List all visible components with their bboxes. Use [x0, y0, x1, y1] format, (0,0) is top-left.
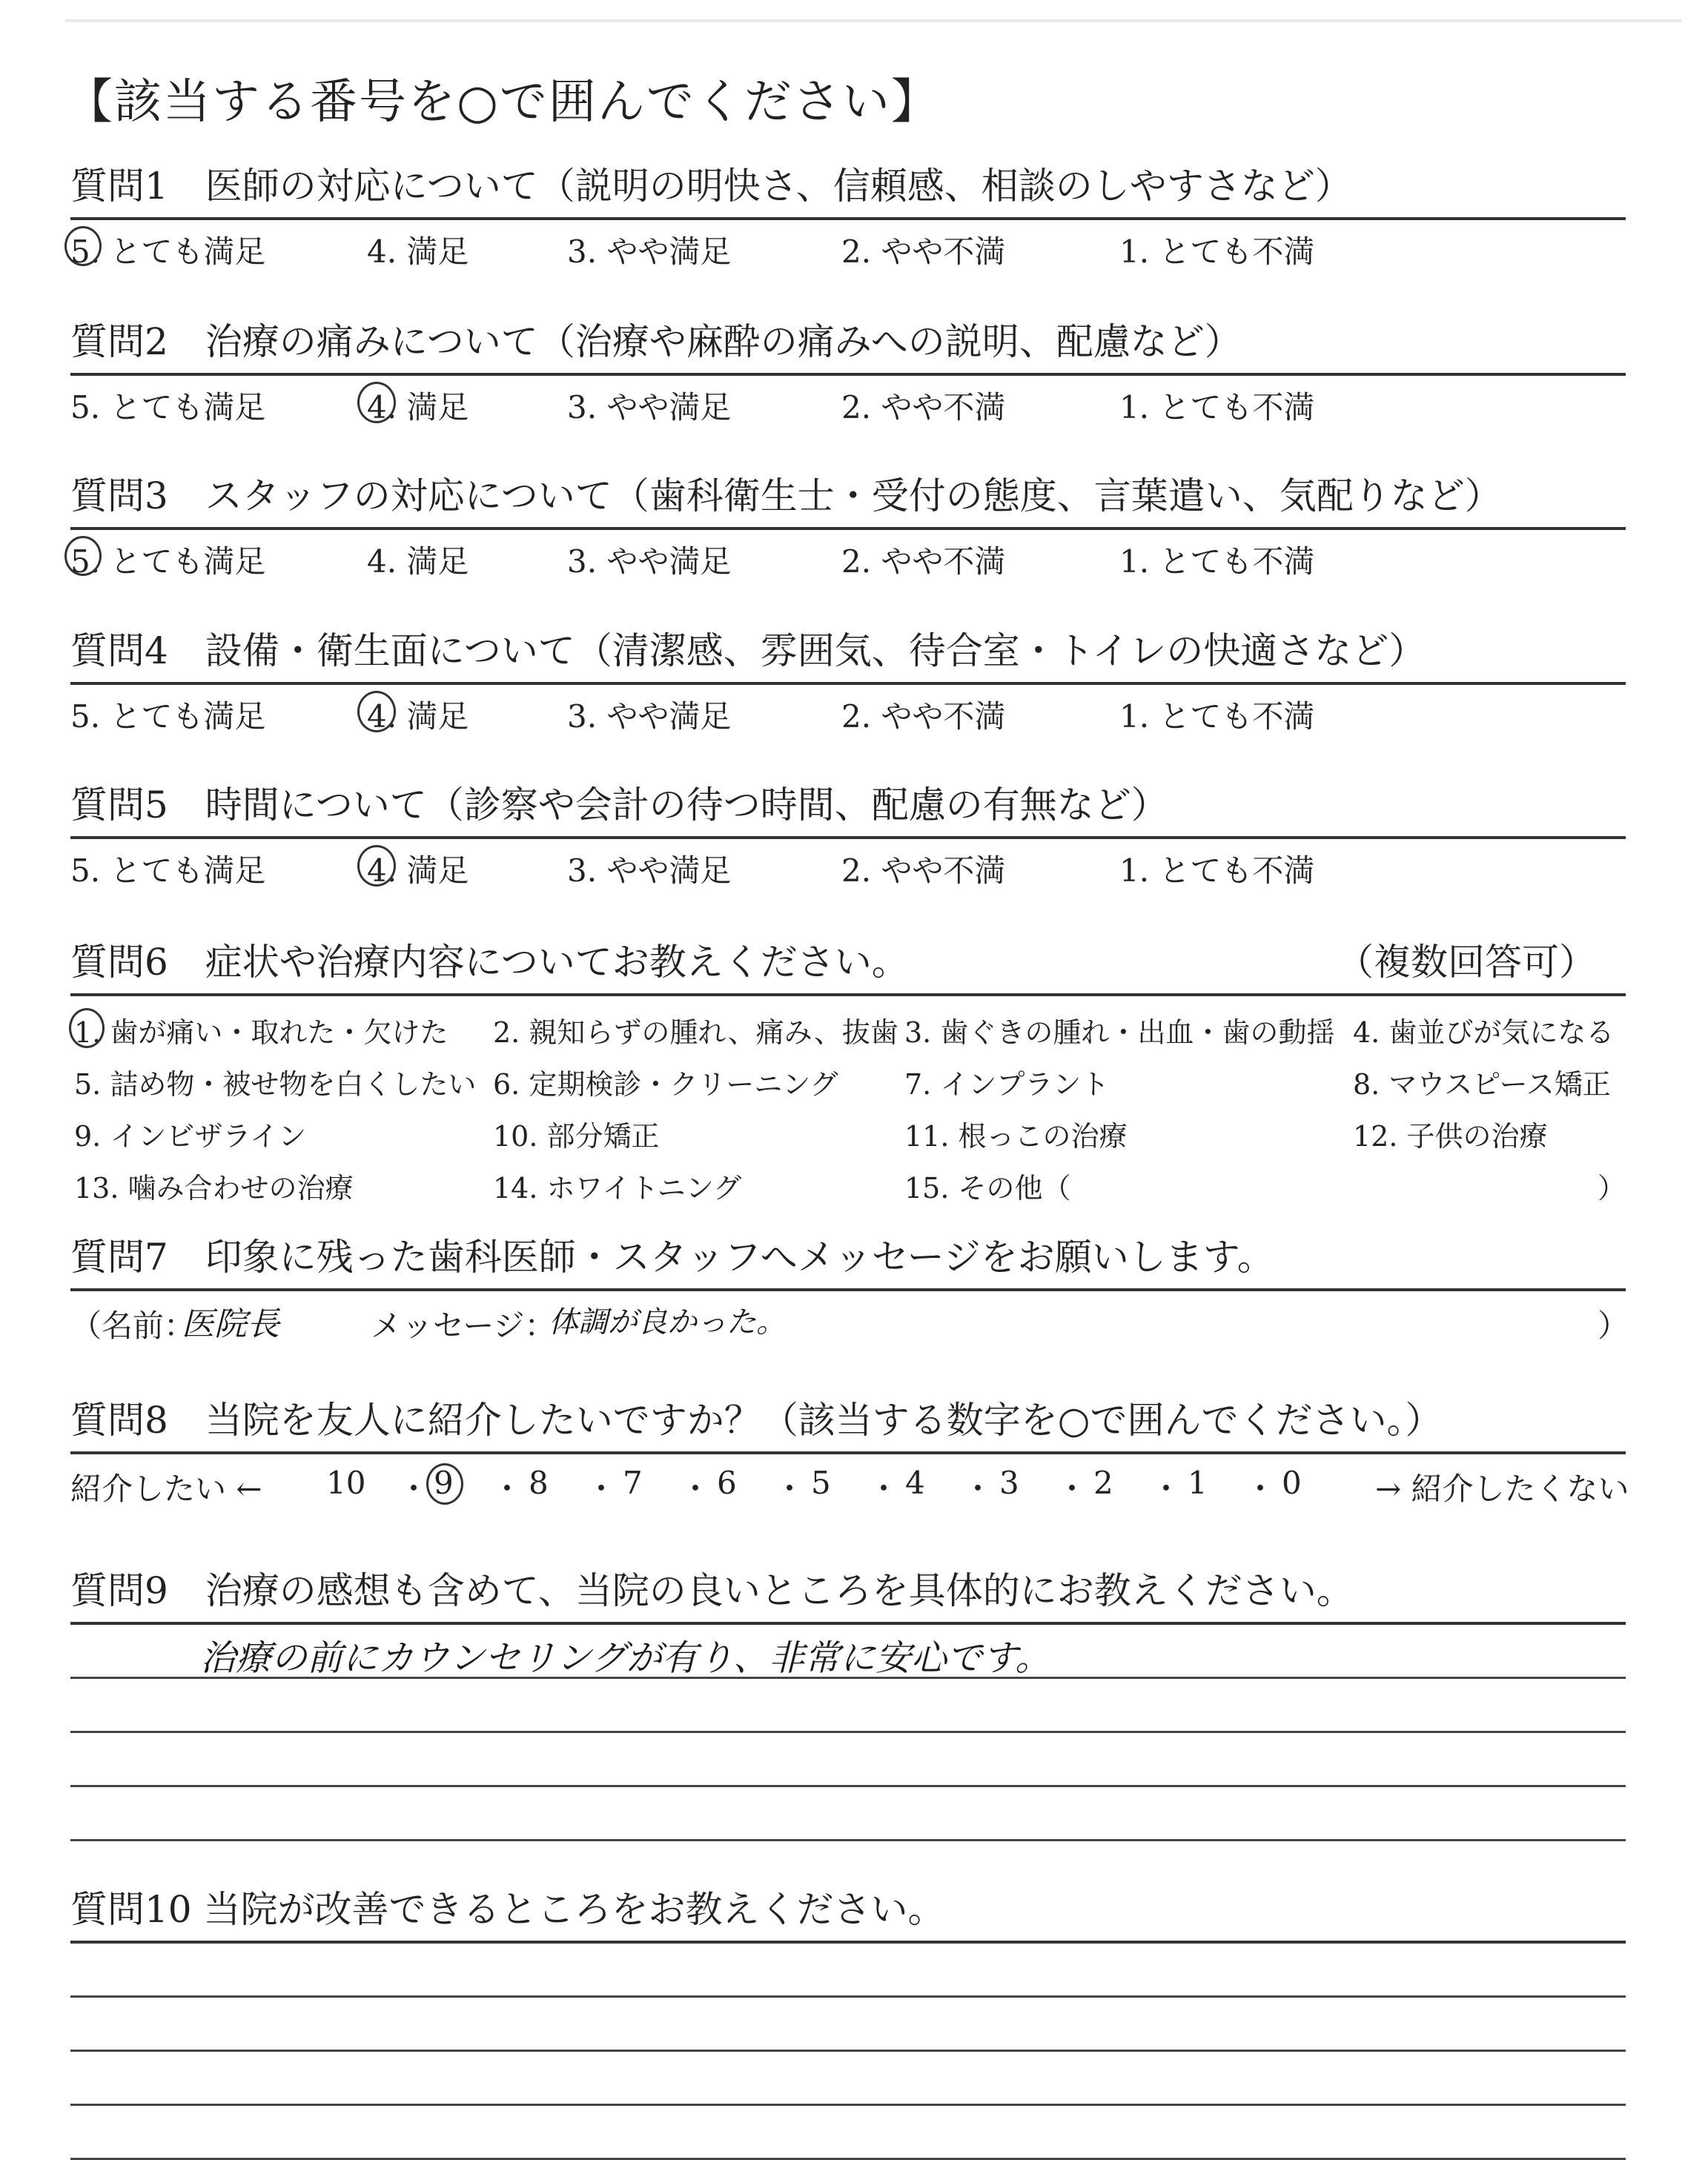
scale-2[interactable]: 2 — [1093, 1465, 1113, 1501]
answer-line[interactable] — [70, 1998, 1626, 2052]
symptom-option[interactable]: 2. 親知らずの腫れ、痛み、抜歯 — [493, 1016, 898, 1049]
symptom-option-other[interactable]: 15. その他（ — [904, 1172, 1071, 1205]
symptom-option[interactable]: 11. 根っこの治療 — [904, 1120, 1128, 1153]
scale-7[interactable]: 7 — [623, 1465, 643, 1501]
message-close-paren: ） — [1598, 1308, 1629, 1344]
option-2[interactable]: 2. やや不満 — [841, 698, 1006, 735]
scale-dot: ・ — [491, 1471, 523, 1507]
symptom-option[interactable]: 6. 定期検診・クリーニング — [493, 1068, 838, 1101]
question-title: 質問1 医師の対応について（説明の明快さ、信頼感、相談のしやすさなど） — [70, 165, 1352, 208]
question-title: 質問5 時間について（診察や会計の待つ時間、配慮の有無など） — [70, 784, 1168, 826]
scale-8[interactable]: 8 — [529, 1465, 549, 1501]
scale-dot: ・ — [868, 1471, 900, 1507]
option-3[interactable]: 3. やや満足 — [567, 543, 732, 580]
symptom-option[interactable]: 1. 歯が痛い・取れた・欠けた — [74, 1016, 448, 1049]
question-3 — [70, 469, 1626, 582]
option-4[interactable]: 4. 満足 — [367, 852, 469, 889]
question-title: 質問2 治療の痛みについて（治療や麻酔の痛みへの説明、配慮など） — [70, 320, 1242, 363]
symptom-option[interactable]: 7. インプラント — [904, 1068, 1110, 1101]
option-4[interactable]: 4. 満足 — [367, 543, 469, 580]
option-3[interactable]: 3. やや満足 — [567, 389, 732, 425]
option-1[interactable]: 1. とても不満 — [1119, 233, 1315, 270]
option-5[interactable]: 5. とても満足 — [70, 543, 266, 580]
option-1[interactable]: 1. とても不満 — [1119, 852, 1315, 889]
question-6 — [70, 935, 1626, 1204]
option-2[interactable]: 2. やや不満 — [841, 389, 1006, 425]
option-3[interactable]: 3. やや満足 — [567, 698, 732, 735]
option-2[interactable]: 2. やや不満 — [841, 233, 1006, 270]
option-3[interactable]: 3. やや満足 — [567, 233, 732, 270]
option-4[interactable]: 4. 満足 — [367, 698, 469, 735]
answer-line[interactable] — [70, 2052, 1626, 2106]
question-10 — [70, 1883, 1626, 2160]
option-4[interactable]: 4. 満足 — [367, 389, 469, 425]
question-2 — [70, 315, 1626, 428]
good-points-answer: 治療の前にカウンセリングが有り、非常に安心です。 — [200, 1637, 1051, 1679]
scale-dot: ・ — [1056, 1471, 1088, 1507]
scale-dot: ・ — [680, 1471, 712, 1507]
scale-dot: ・ — [774, 1471, 806, 1507]
symptom-option[interactable]: 14. ホワイトニング — [493, 1172, 742, 1205]
symptom-option[interactable]: 12. 子供の治療 — [1353, 1120, 1548, 1153]
symptom-option[interactable]: 9. インビザライン — [74, 1120, 307, 1153]
scale-4[interactable]: 4 — [905, 1465, 925, 1501]
question-title: 質問8 当院を友人に紹介したいですか？（該当する数字を○で囲んでください。） — [70, 1399, 1443, 1442]
answer-line[interactable] — [70, 1679, 1626, 1733]
form-title: 【該当する番号を○で囲んでください】 — [65, 75, 940, 130]
option-5[interactable]: 5. とても満足 — [70, 233, 266, 270]
scale-6[interactable]: 6 — [717, 1465, 737, 1501]
question-1 — [70, 159, 1626, 272]
answer-line[interactable] — [70, 2106, 1626, 2160]
scale-3[interactable]: 3 — [999, 1465, 1019, 1501]
option-5[interactable]: 5. とても満足 — [70, 389, 266, 425]
symptom-option[interactable]: 10. 部分矯正 — [493, 1120, 660, 1153]
option-5[interactable]: 5. とても満足 — [70, 852, 266, 889]
recommend-right-label: → 紹介したくない — [1375, 1471, 1629, 1507]
question-title: 質問7 印象に残った歯科医師・スタッフへメッセージをお願いします。 — [70, 1236, 1274, 1279]
question-8 — [70, 1394, 1629, 1514]
scale-dot: ・ — [962, 1471, 994, 1507]
question-title: 質問4 設備・衛生面について（清潔感、雰囲気、待合室・トイレの快適さなど） — [70, 629, 1426, 672]
symptom-option[interactable]: 13. 噛み合わせの治療 — [74, 1172, 354, 1205]
question-4 — [70, 624, 1626, 737]
message-label: メッセージ： — [371, 1308, 556, 1344]
question-title: 質問9 治療の感想も含めて、当院の良いところを具体的にお教えください。 — [70, 1569, 1354, 1612]
other-close-paren: ） — [1598, 1172, 1626, 1205]
question-9 — [70, 1564, 1626, 1841]
question-title: 質問6 症状や治療内容についてお教えください。 — [70, 941, 909, 984]
scale-dot: ・ — [398, 1471, 430, 1507]
symptom-option[interactable]: 5. 詰め物・被せ物を白くしたい — [74, 1068, 477, 1101]
scale-dot: ・ — [1245, 1471, 1277, 1507]
option-1[interactable]: 1. とても不満 — [1119, 389, 1315, 425]
answer-line[interactable] — [70, 1625, 1626, 1679]
option-3[interactable]: 3. やや満足 — [567, 852, 732, 889]
question-title: 質問3 スタッフの対応について（歯科衛生士・受付の態度、言葉遣い、気配りなど） — [70, 474, 1502, 517]
answer-line[interactable] — [70, 1944, 1626, 1998]
answer-line[interactable] — [70, 1787, 1626, 1841]
scale-dot: ・ — [1151, 1471, 1182, 1507]
message-value[interactable]: 体調が良かった。 — [549, 1305, 786, 1339]
scale-9[interactable]: 9 — [434, 1465, 454, 1501]
name-label: （名前： — [70, 1308, 196, 1344]
option-5[interactable]: 5. とても満足 — [70, 698, 266, 735]
recommend-left-label: 紹介したい ← — [70, 1471, 262, 1507]
multiple-answer-note: （複数回答可） — [1337, 941, 1596, 984]
symptom-option[interactable]: 3. 歯ぐきの腫れ・出血・歯の動揺 — [904, 1016, 1335, 1049]
question-title: 質問10 当院が改善できるところをお教えください。 — [70, 1888, 945, 1931]
scale-1[interactable]: 1 — [1188, 1465, 1208, 1501]
scale-5[interactable]: 5 — [811, 1465, 831, 1501]
name-value[interactable]: 医院長 — [182, 1305, 279, 1343]
scale-dot: ・ — [586, 1471, 618, 1507]
option-1[interactable]: 1. とても不満 — [1119, 543, 1315, 580]
symptom-option[interactable]: 4. 歯並びが気になる — [1353, 1016, 1615, 1049]
option-4[interactable]: 4. 満足 — [367, 233, 469, 270]
scan-edge — [65, 19, 1681, 22]
scale-10[interactable]: 10 — [326, 1465, 366, 1501]
option-1[interactable]: 1. とても不満 — [1119, 698, 1315, 735]
question-5 — [70, 778, 1626, 891]
option-2[interactable]: 2. やや不満 — [841, 543, 1006, 580]
option-2[interactable]: 2. やや不満 — [841, 852, 1006, 889]
question-7 — [70, 1230, 1629, 1344]
answer-line[interactable] — [70, 1733, 1626, 1787]
scale-0[interactable]: 0 — [1282, 1465, 1302, 1501]
symptom-option[interactable]: 8. マウスピース矯正 — [1353, 1068, 1611, 1101]
